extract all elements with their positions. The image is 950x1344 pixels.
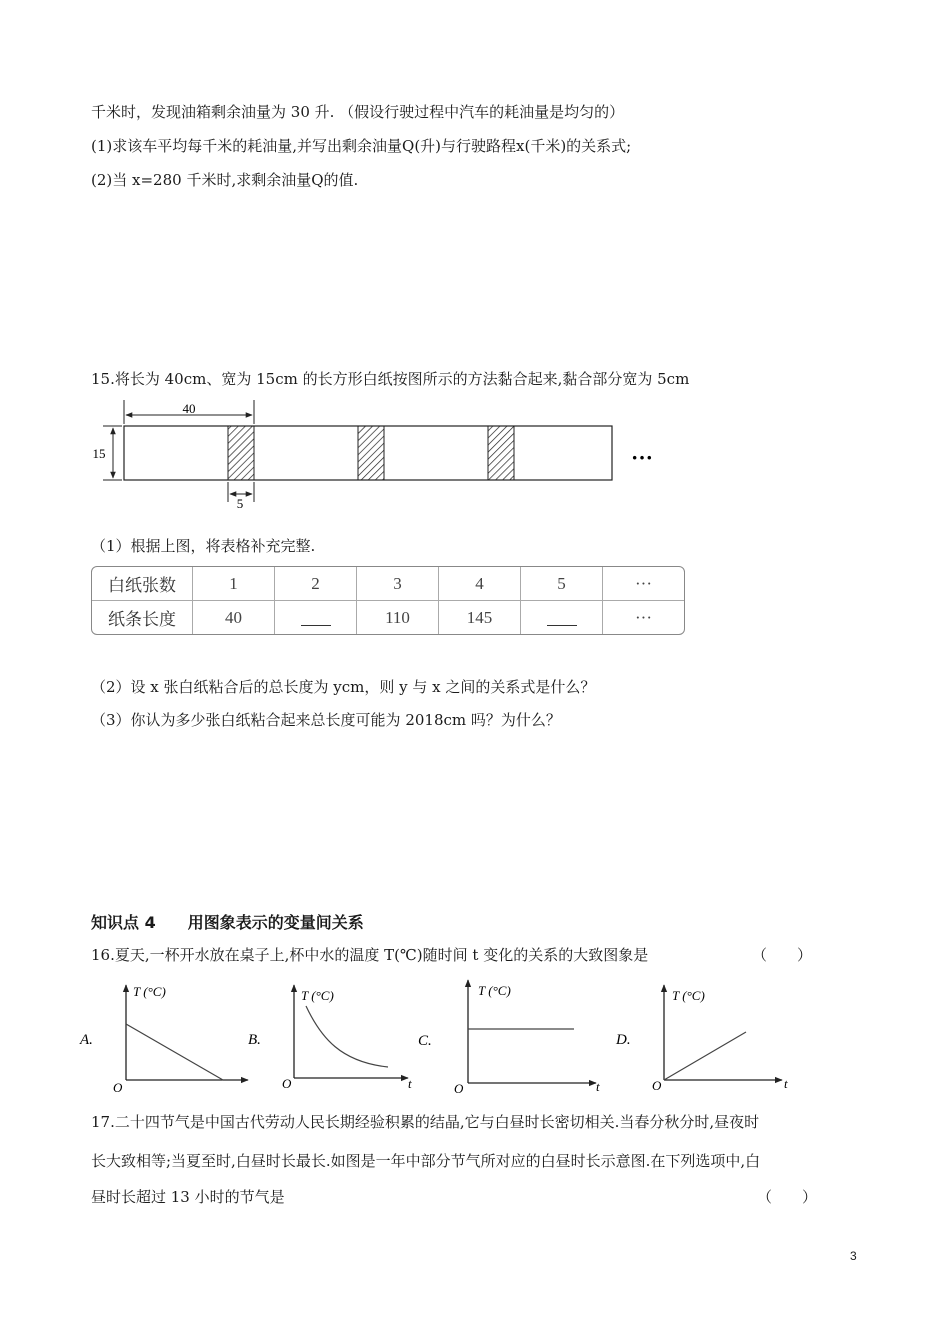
row1-header: 白纸张数 [92, 567, 193, 601]
count-cell: 1 [193, 567, 275, 601]
length-cell: 110 [357, 601, 439, 634]
q15-part2: （2）设 x 张白纸粘合后的总长度为 ycm，则 y 与 x 之间的关系式是什么？ [91, 678, 596, 696]
graph-option-c[interactable] [416, 975, 606, 1095]
count-cell: 5 [521, 567, 603, 601]
graph-line [126, 1024, 223, 1080]
q16-paren: （ ） [752, 946, 813, 964]
length-blank-cell[interactable] [275, 601, 357, 634]
origin-label: O [454, 1081, 464, 1095]
t-axis-label: t [408, 1076, 412, 1091]
q14-part1: (1)求该车平均每千米的耗油量,并写出剩余油量Q(升)与行驶路程x(千米)的关系式; [91, 137, 632, 155]
width-label: 15 [92, 446, 106, 461]
t-axis-label: t [784, 1076, 788, 1091]
origin-label: O [652, 1078, 662, 1093]
overlap-region-3 [488, 426, 514, 480]
length-label: 40 [182, 401, 196, 416]
count-cell: 2 [275, 567, 357, 601]
length-cell: ··· [635, 607, 652, 627]
q17-line1: 17.二十四节气是中国古代劳动人民长期经验积累的结晶,它与白昼时长密切相关.当春分秋分时,昼夜时 [91, 1113, 760, 1131]
answer-blank[interactable] [547, 611, 577, 626]
y-axis-label: T (°C) [133, 984, 166, 999]
option-label: D. [616, 1032, 631, 1048]
length-cell: 145 [439, 601, 521, 634]
overlap-region-1 [228, 426, 254, 480]
page-number: 3 [850, 1249, 857, 1263]
strip-ellipsis: ··· [630, 445, 654, 470]
answer-blank[interactable] [301, 611, 331, 626]
q17-line3: 昼时长超过 13 小时的节气是 [91, 1188, 285, 1206]
graph-line [664, 1032, 746, 1080]
y-axis-label: T (°C) [672, 988, 705, 1003]
table-row [92, 601, 684, 634]
graph-option-a[interactable] [78, 980, 258, 1095]
length-cell: 40 [193, 601, 275, 634]
q14-line1: 千米时，发现油箱剩余油量为 30 升. （假设行驶过程中汽车的耗油量是均匀的） [91, 103, 625, 121]
q14-part2: (2)当 x=280 千米时,求剩余油量Q的值. [91, 171, 359, 189]
overlap-label: 5 [236, 496, 244, 510]
q16-stem: 16.夏天,一杯开水放在桌子上,杯中水的温度 T(℃)随时间 t 变化的关系的大致图象是 [91, 946, 649, 964]
q17-paren: （ ） [757, 1188, 818, 1206]
graph-option-d[interactable] [612, 980, 802, 1095]
paper-strip-figure [85, 395, 665, 510]
q15-table [91, 566, 685, 635]
length-blank-cell[interactable] [521, 601, 603, 634]
y-axis-label: T (°C) [301, 988, 334, 1003]
count-cell: 3 [357, 567, 439, 601]
section-heading: 知识点 4 用图象表示的变量间关系 [91, 913, 364, 932]
t-axis-label: t [596, 1079, 600, 1094]
overlap-region-2 [358, 426, 384, 480]
q15-part3: （3）你认为多少张白纸粘合起来总长度可能为 2018cm 吗？为什么？ [91, 711, 561, 729]
origin-label: O [282, 1076, 292, 1091]
option-label: B. [248, 1032, 261, 1048]
origin-label: O [113, 1080, 123, 1095]
graph-option-b[interactable] [246, 980, 426, 1095]
q17-line2: 长大致相等;当夏至时,白昼时长最长.如图是一年中部分节气所对应的白昼时长示意图.在下列选项中,白 [91, 1152, 761, 1170]
graph-curve [306, 1006, 388, 1067]
row2-header: 纸条长度 [92, 601, 193, 634]
option-label: A. [80, 1032, 93, 1048]
y-axis-label: T (°C) [478, 983, 511, 998]
count-cell: 4 [439, 567, 521, 601]
table-row [92, 567, 684, 601]
count-cell: ··· [603, 567, 684, 601]
q15-stem: 15.将长为 40cm、宽为 15cm 的长方形白纸按图所示的方法黏合起来,黏合部分宽为 5cm [91, 370, 690, 388]
q15-part1: （1）根据上图，将表格补充完整. [91, 537, 316, 555]
option-label: C. [418, 1033, 432, 1049]
